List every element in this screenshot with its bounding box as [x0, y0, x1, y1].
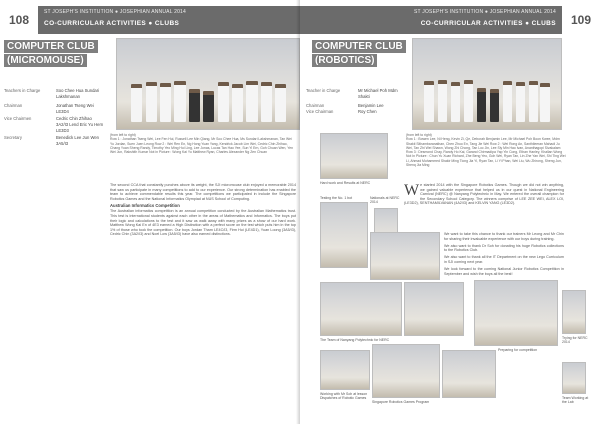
working-photo	[320, 350, 370, 390]
right-page	[300, 0, 600, 424]
right-title-line1: COMPUTER CLUB	[312, 40, 406, 53]
team-group-photo	[320, 282, 402, 336]
team-photo-two	[404, 282, 464, 336]
caption-body: Row 1 : Bowen Lee, Ni Heng, Kevin Zi, Qe, Deborah Benjamin Lee, Mr Michael Poh Boon Kwee, Mdm Shakti Sithambaranathan, Chen Zhuo En, Tang Jie Wei Row 2 : Wei Rong An, Santhileeran Mahadi Ju Wei, Tan Zhi Wei Shawn, Wong Zhi Chong, Tan Loc Jin, Lee Siy Min Hao Ivan, Ananthagopi Sivakalam Row 3 : Desmond Chay, Randy Ho Kai, Garand Chirmadipa Yap Yin Cong, Ethan Hanley, Khallan Wong Not In Picture : Chun Yu Xuan Richard, Zhe Beng Yeo, Goh Wei, Ryan Tan, Lin Zhe Yan Wei, Shi Ting Wei Li, Ahmad Muhammed Shakir Ming Tiong Jia Yi, Ryan Tan, Li Yi Phan, Wei Liu, Wu Zhirong, Sheng Jun, Shenq Jia Ming	[406, 137, 566, 168]
staff-names: Mr Michael Poh Mdm Shakti	[358, 88, 398, 99]
working-caption: Working with Mr Soh at lesson Dispatches of Robotic Games	[320, 392, 368, 401]
left-page-number: 108	[2, 7, 36, 33]
caption-head: (from left to right)	[406, 133, 432, 137]
right-header	[300, 6, 600, 34]
left-title-line2: (MICROMOUSE)	[4, 54, 87, 67]
testing-photo	[320, 202, 368, 268]
staff-role: Vice Chairman	[306, 108, 334, 114]
left-staff-list	[4, 88, 104, 146]
caption-head: (from left to right)	[110, 133, 136, 137]
staff-role: Teachers in Charge	[4, 88, 41, 93]
staff-role: Secretary	[4, 135, 22, 141]
right-body-continued	[444, 232, 564, 279]
staff-names: Cedric Chin Zhihao 3A2/I3 Lend Eric Yu Hern LE3D3	[56, 116, 104, 133]
singapore-caption: Singapore Robotics Games Program	[372, 400, 430, 404]
left-title	[4, 40, 98, 68]
staff-role: Vice Chairmen	[4, 116, 32, 122]
section-paragraph: The Australian informatics competition is an annual competition conducted by the Australian Mathematics trust. This test is international students against each other in the areas of Mathematics and Informatics. The boys put their logic and calculations to the test and it saw us walk away with many prizes as a show of our hard work. Matthew Wong Kai En of 4E3 earned a High Distinction with a perfect score on the test which puts him in the top 1% of those who took the competition. Our boys Jordan Tham LE4C/I3, Firm Hui (LE4D1), Yuan Loong (3A5/I3), Cedric Chin (3A2/I3) and Noel Low (3A5/I3) have also earned distinctions.	[110, 209, 296, 237]
robot-photo-three	[442, 350, 496, 398]
staff-names: Benedick Lee Jun Wen 3A5/I3	[56, 135, 99, 146]
staff-role: Chairman	[306, 103, 325, 109]
right-photo-caption	[406, 133, 566, 167]
right-title-line2: (ROBOTICS)	[312, 54, 377, 67]
para5: We look forward to the coming National Junior Robotics Competition in September and wish the boys all the best!	[444, 267, 564, 276]
preparing-caption: Preparing for competition	[498, 348, 538, 352]
trying-photo	[562, 290, 586, 334]
para3: We also want to thank Dr Soh for donating his huge Robotics collections to the Robotics Club.	[444, 243, 564, 253]
right-staff-list	[306, 88, 406, 114]
robotics-group-photo	[412, 38, 562, 130]
left-photo-caption	[110, 133, 296, 154]
right-page-number: 109	[564, 7, 598, 33]
right-body	[404, 183, 564, 208]
para1-text: e started 2014 with the Singapore Robotics Games. Though we did not win anything, we gained valuable experience that helped us in our quest in National Engineering Carnival (NERC) @ Nanyang Polytechnic in May. We entered the overall champion for the Secondary School Category. The winners comprise of LEE ZEE WEI, ALEX LOI, (LE3D2), SENTHAMILVANAN (4A2/I3) and KELVIN YANG (LE3D2).	[404, 183, 564, 206]
hard-work-photo	[320, 133, 388, 179]
staff-role: Chairman	[4, 103, 23, 109]
right-title	[312, 40, 406, 68]
team-work-photo	[562, 362, 586, 394]
staff-names: Benjamin Lee	[358, 103, 384, 109]
caption-body: Row 1 : Jonathan Tseng Wei, Lee Fen Hui, Russell Lee Min Qiang, Mr Soo Chee Hua, Ms Sundari Lakshmanan, Tan Wei Yu Jordan, Suen Juen Leong Row 2 : Wei Ren En, Ng Hong Yuan Yang, Kendrick Jacob Lim Wei, Cedric Chin Zhihao, Chang Yuan Sheng Randy, Timothy Yeo Ming Hui Ling, Lee Jonas, Lucas Tan Hao Yee, Sun Yi Ern, Goh Chuan Wen, Yen Wei Jun, Rakshith Kumar Not in Picture : Wong Kai Yu Matthew Ryan, Charles Alexander Ng Zen Chuan	[110, 137, 293, 155]
left-header-school: ST JOSEPH'S INSTITUTION ● JOSEPHIAN ANNUAL 2014	[44, 9, 187, 15]
staff-names: Soo Chee Hua Sundari Lakshmanan	[56, 88, 100, 99]
left-body	[110, 183, 296, 240]
hard-work-caption: Hard work and Results at NERC	[320, 181, 371, 185]
para4: We also want to thank all the IT Department on the new Lego Curriculum in SJI coming next year.	[444, 255, 564, 264]
para1	[404, 183, 564, 206]
staff-role: Teacher in Charge	[306, 88, 341, 93]
boys-photo	[370, 232, 440, 280]
left-title-line1: COMPUTER CLUB	[4, 40, 98, 53]
robot-games-photo	[372, 344, 440, 398]
group-caption: The Team of Nanyang Polytechnic for NERC	[320, 338, 390, 342]
national-caption: Nationals at NERC 2014	[370, 196, 400, 205]
micromouse-group-photo	[116, 38, 300, 130]
staff-names: Jonathan Tseng Wei LE3D4	[56, 103, 94, 114]
para2: We want to take this chance to thank our trainers Mr Leong and Mr Chin for sharing their invaluable experience with our boys during training.	[444, 232, 564, 241]
right-header-section: CO-CURRICULAR ACTIVITIES ● CLUBS	[420, 20, 556, 27]
left-header-section: CO-CURRICULAR ACTIVITIES ● CLUBS	[44, 20, 180, 27]
testing-caption: Testing the No. 1 bot	[320, 196, 353, 200]
staff-names: Roy Chen	[358, 108, 377, 114]
intro-paragraph: The second CCA that constantly punches above its weight, the SJI micromouse club enjoyed a memorable 2014 that saw us participate in many competitions to add to our experience. Our strong determination has enabled the team to achieve commendable results this year. The competitions we participated in include the Singapore Robotics Games and the National Informatics Olympiad at NUS School of Computing.	[110, 183, 296, 201]
trying-caption: Trying for NERC 2014	[562, 336, 588, 345]
preparing-photo	[474, 280, 558, 346]
section-heading: Australian Informatics Competition	[110, 202, 180, 208]
drop-cap: W	[404, 182, 420, 199]
right-header-school: ST JOSEPH'S INSTITUTION ● JOSEPHIAN ANNUAL 2014	[413, 9, 556, 15]
team-work-caption: Team Working at the Lab	[562, 396, 589, 405]
left-header	[0, 6, 300, 34]
